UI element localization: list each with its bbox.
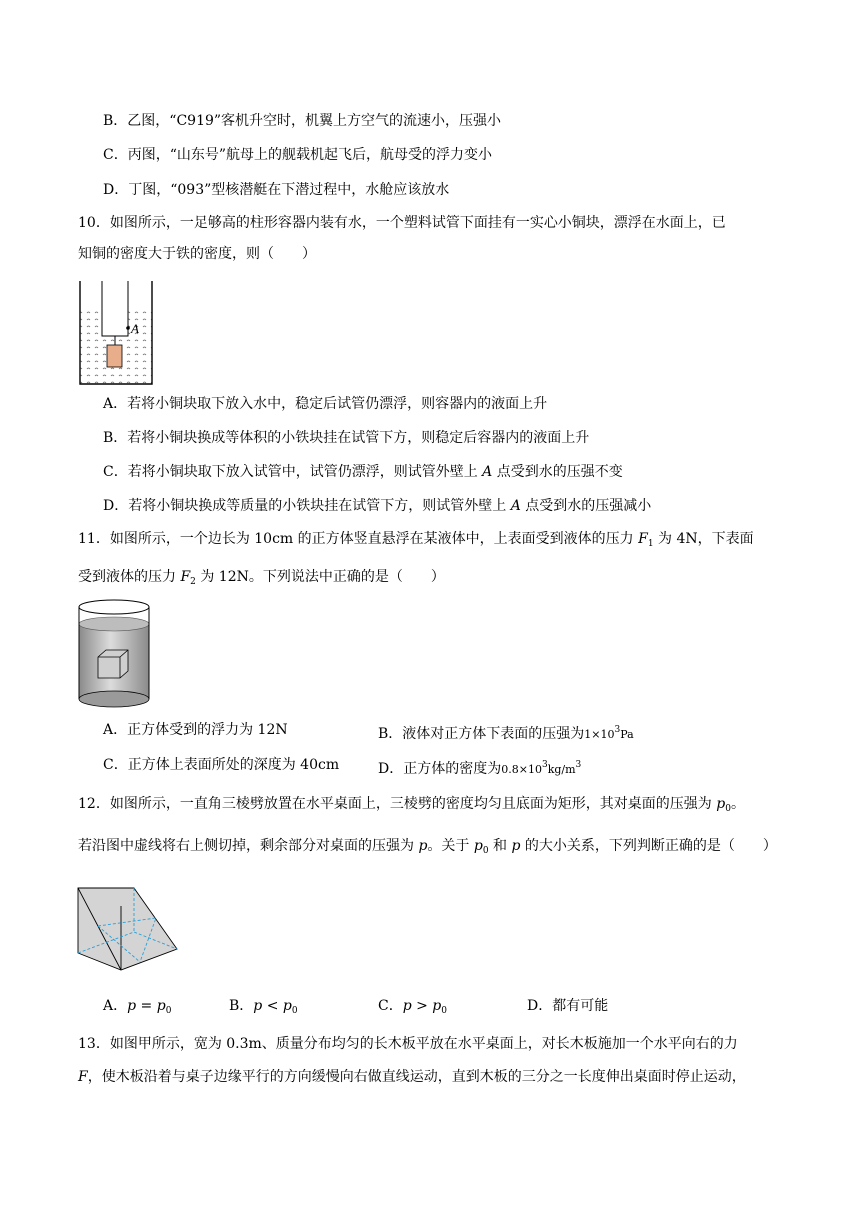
q12-figure-wedge — [76, 886, 180, 972]
q10-option-c: C．若将小铜块取下放入试管中，试管仍漂浮，则试管外壁上 A 点受到水的压强不变 — [103, 464, 623, 480]
q11-option-b: B．液体对正方体下表面的压强为$1\times 10^3Pa$ — [378, 725, 634, 742]
q11-stem-line2: 受到液体的压力 $F_2$ 为 12N。下列说法中正确的是（ ） — [78, 569, 445, 587]
q10-option-d: D．若将小铜块换成等质量的小铁块挂在试管下方，则试管外壁上 A 点受到水的压强减小 — [103, 498, 652, 514]
q12-option-d: D．都有可能 — [527, 998, 609, 1014]
q11-stem-line1: 11．如图所示，一个边长为 10cm 的正方体竖直悬浮在某液体中，上表面受到液体的压力 $F_1$ 为 4N，下表面 — [78, 531, 754, 549]
q11-option-a: A．正方体受到的浮力为 12N — [103, 722, 288, 738]
q10-figure-label-a: A — [131, 321, 139, 336]
q10-stem-line1: 10．如图所示，一足够高的柱形容器内装有水，一个塑料试管下面挂有一实心小铜块，漂浮在水面上，已 — [78, 215, 726, 231]
q9-option-d: D．丁图，“093”型核潜艇在下潜过程中，水舱应该放水 — [103, 182, 450, 198]
q10-stem-line2: 知铜的密度大于铁的密度，则（ ） — [78, 246, 316, 262]
q13-stem-line2: F，使木板沿着与桌子边缘平行的方向缓慢向右做直线运动，直到木板的三分之一长度伸出桌面时停止运动， — [78, 1069, 746, 1085]
q10-option-a: A．若将小铜块取下放入水中，稳定后试管仍漂浮，则容器内的液面上升 — [103, 396, 548, 412]
q11-figure-beaker — [78, 599, 150, 709]
q12-stem-line2: 若沿图中虚线将右上侧切掉，剩余部分对桌面的压强为 p。关于 $p_0$ 和 p 的大小关系，下列判断正确的是（ ） — [78, 838, 777, 856]
q10-option-b: B．若将小铜块换成等体积的小铁块挂在试管下方，则稳定后容器内的液面上升 — [103, 430, 590, 446]
q12-stem-line1: 12．如图所示，一直角三棱劈放置在水平桌面上，三棱劈的密度均匀且底面为矩形，其对桌面的压强为 $p_0$。 — [78, 796, 745, 814]
q9-option-c: C．丙图，“山东号”航母上的舰载机起飞后，航母受的浮力变小 — [103, 147, 493, 163]
q13-stem-line1: 13．如图甲所示，宽为 0.3m、质量分布均匀的长木板平放在水平桌面上，对长木板施加一个水平向右的力 — [78, 1036, 738, 1052]
q11-option-d: D．正方体的密度为$0.8\times 10^3kg/m^3$ — [378, 760, 582, 777]
q9-option-b: B．乙图，“C919”客机升空时，机翼上方空气的流速小，压强小 — [103, 113, 502, 129]
q10-figure-container — [78, 281, 158, 387]
q12-option-c: C．$p > p_0$ — [378, 998, 448, 1016]
q11-option-c: C．正方体上表面所处的深度为 40cm — [103, 757, 340, 773]
q12-option-b: B．$p < p_0$ — [229, 998, 298, 1016]
q12-option-a: A．$p = p_0$ — [103, 998, 172, 1016]
